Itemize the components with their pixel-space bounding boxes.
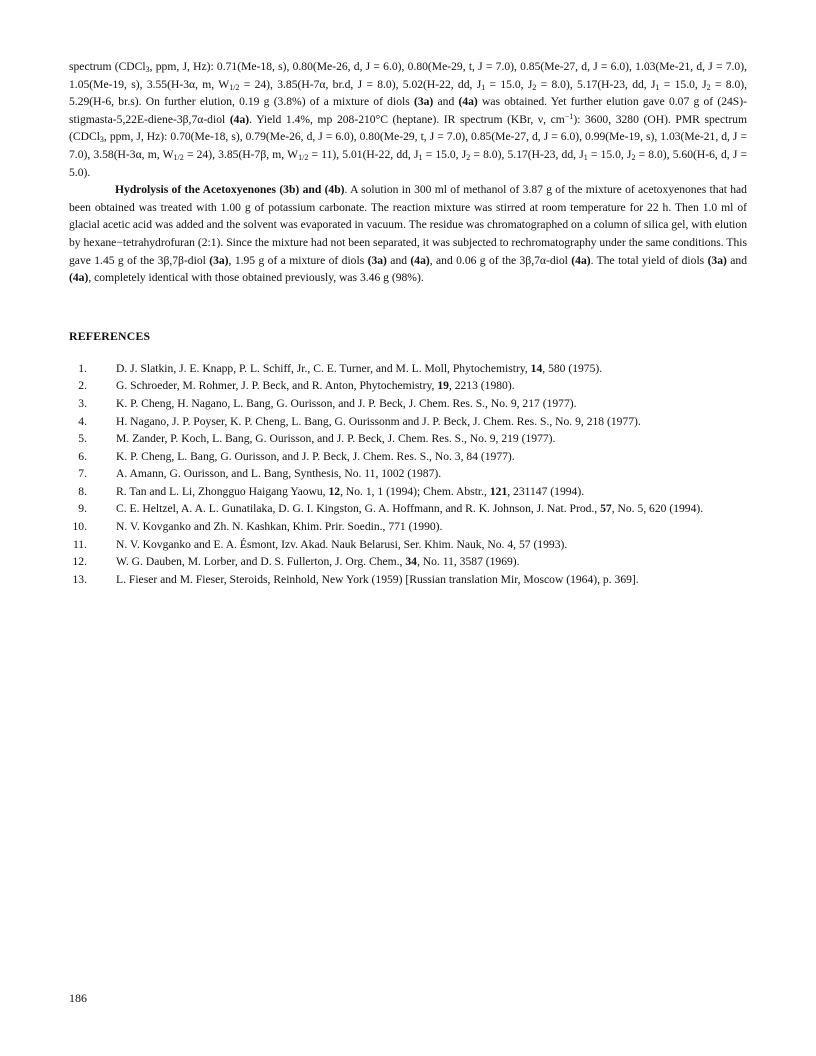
reference-item [69, 377, 747, 395]
body-paragraph: Hydrolysis of the Acetoxyenones (3b) and (4b). A solution in 300 ml of methanol of 3.87 g of the mixture of acetoxyenones that had been obtained was treated with 1.00 g of potassium carbonate. The reaction mixture was stirred at room temperature for 22 h. Then 1.0 ml of glacial acetic acid was added and the solvent was evaporated in vacuum. The residue was chromatographed on a column of silica gel, with elution by hexane−tetrahydrofuran (2:1). Since the mixture had not been separated, it was subjected to rechromatography under the same conditions. This gave 1.45 g of the 3β,7β-diol (3a), 1.95 g of a mixture of diols (3a) and (4a), and 0.06 g of the 3β,7α-diol (4a). The total yield of diols (3a) and (4a), completely identical with those obtained previously, was 3.46 g (98%). [69, 183, 748, 285]
reference-text: W. G. Dauben, M. Lorber, and D. S. Fullerton, J. Org. Chem., 34, No. 11, 3587 (1969). [116, 555, 520, 569]
reference-item [69, 465, 747, 483]
reference-number: 12. [72, 555, 87, 569]
reference-item [69, 553, 747, 571]
reference-item [69, 413, 747, 431]
reference-text: A. Amann, G. Ourisson, and L. Bang, Synthesis, No. 11, 1002 (1987). [116, 467, 442, 481]
reference-text: N. V. Kovganko and E. A. Ésmont, Izv. Akad. Nauk Belarusi, Ser. Khim. Nauk, No. 4, 57 (1993). [116, 537, 568, 551]
reference-number: 5. [78, 432, 87, 446]
reference-text: K. P. Cheng, H. Nagano, L. Bang, G. Ourisson, and J. P. Beck, J. Chem. Res. S., No. 9, 217 (1977). [116, 396, 577, 410]
reference-item [69, 536, 747, 554]
reference-number: 1. [78, 361, 87, 375]
reference-text: C. E. Heltzel, A. A. L. Gunatilaka, D. G. I. Kingston, G. A. Hoffmann, and R. K. Johnson, J. Nat. Prod., 57, No. 5, 620 (1994). [116, 502, 704, 516]
reference-text: D. J. Slatkin, J. E. Knapp, P. L. Schiff, Jr., C. E. Turner, and M. L. Moll, Phytochemistry, 14, 580 (1975). [116, 361, 603, 375]
reference-number: 2. [78, 379, 87, 393]
reference-item [69, 430, 747, 448]
reference-number: 9. [78, 502, 87, 516]
body-paragraph: spectrum (CDCl$_3$, ppm, J, Hz): 0.71(Me-18, s), 0.80(Me-26, d, J = 6.0), 0.80(Me-29, t, J = 7.0), 0.85(Me-27, d, J = 6.0), 1.03(Me-21, d, J = 7.0), 1.05(Me-19, s), 3.55(H-3α, m, $W_{1/2} = 24$), 3.85(H-7α, br.d, J = 8.0), 5.02(H-22, dd, $J_1 = 15.0$, $J_2 = 8.0$), 5.17(H-23, dd, $J_1 = 15.0$, $J_2 = 8.0$), 5.29(H-6, br.s). On further elution, 0.19 g (3.8%) of a mixture of diols (3a) and (4a) was obtained. Yet further elution gave 0.07 g of (24S)-stigmasta-5,22E-diene-3β,7α-diol (4a). Yield 1.4%, mp 208-210°C (heptane). IR spectrum (KBr, ν, $cm^{-1}$): 3600, 3280 (OH). PMR spectrum (CDCl$_3$, ppm, J, Hz): 0.70(Me-18, s), 0.79(Me-26, d, J = 6.0), 0.80(Me-29, t, J = 7.0), 0.85(Me-27, d, J = 6.0), 0.99(Me-19, s), 1.03(Me-21, d, J = 7.0), 3.58(H-3α, m, $W_{1/2} = 24$), 3.85(H-7β, m, $W_{1/2} = 11$), 5.01(H-22, dd, $J_1 = 15.0$, $J_2 = 8.0$), 5.17(H-23, dd, $J_1 = 15.0$, $J_2 = 8.0$), 5.60(H-6, d, J = 5.0). [69, 60, 748, 179]
reference-item [69, 360, 747, 378]
reference-number: 7. [78, 467, 87, 481]
reference-number: 3. [78, 396, 87, 410]
reference-text: H. Nagano, J. P. Poyser, K. P. Cheng, L. Bang, G. Ourissonm and J. P. Beck, J. Chem. Res. S., No. 9, 218 (1977). [116, 414, 641, 428]
reference-item [69, 448, 747, 466]
reference-number: 13. [72, 572, 87, 586]
page-body [69, 58, 747, 588]
references-heading: REFERENCES [69, 328, 151, 343]
reference-item [69, 571, 747, 589]
reference-item [69, 483, 747, 501]
reference-text: G. Schroeder, M. Rohmer, J. P. Beck, and R. Anton, Phytochemistry, 19, 2213 (1980). [116, 379, 515, 393]
reference-text: K. P. Cheng, L. Bang, G. Ourisson, and J. P. Beck, J. Chem. Res. S., No. 3, 84 (1977). [116, 449, 515, 463]
reference-text: M. Zander, P. Koch, L. Bang, G. Ourisson, and J. P. Beck, J. Chem. Res. S., No. 9, 219 (1977). [116, 432, 556, 446]
reference-number: 4. [78, 414, 87, 428]
reference-item [69, 500, 747, 518]
reference-item [69, 518, 747, 536]
references-list [69, 360, 747, 589]
reference-number: 8. [78, 484, 87, 498]
reference-item [69, 395, 747, 413]
reference-number: 11. [72, 537, 87, 551]
reference-text: N. V. Kovganko and Zh. N. Kashkan, Khim. Prir. Soedin., 771 (1990). [116, 520, 443, 534]
reference-number: 10. [72, 520, 87, 534]
body-text [69, 58, 747, 287]
reference-number: 6. [78, 449, 87, 463]
reference-text: R. Tan and L. Li, Zhongguo Haigang Yaowu, 12, No. 1, 1 (1994); Chem. Abstr., 121, 231147 (1994). [116, 484, 585, 498]
reference-text: L. Fieser and M. Fieser, Steroids, Reinhold, New York (1959) [Russian translation Mir, Moscow (1964), p. 369]. [116, 572, 639, 586]
page-number: 186 [69, 991, 87, 1005]
